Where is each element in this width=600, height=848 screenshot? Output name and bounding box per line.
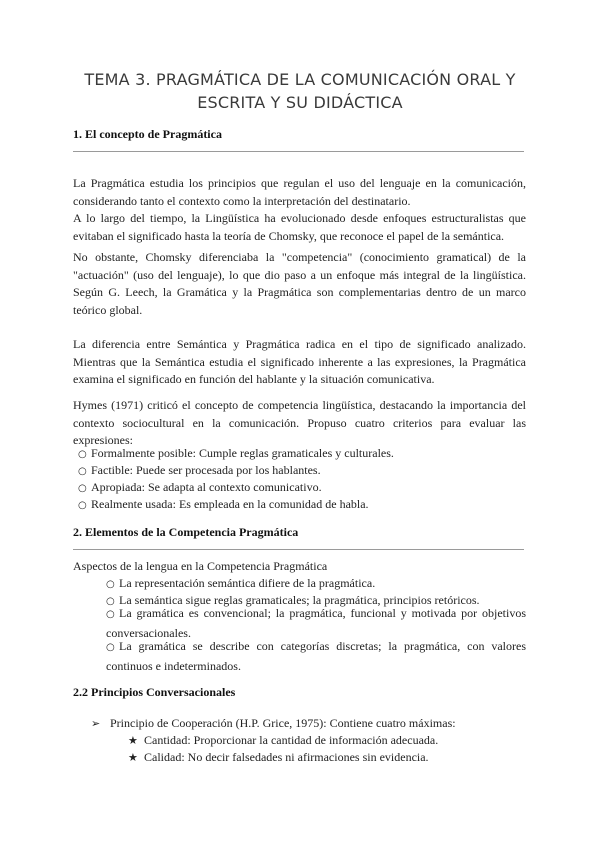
- star-bullet-icon: ★: [128, 751, 138, 764]
- maxim-item: ★ Cantidad: Proporcionar la cantidad de información adecuada.: [128, 732, 528, 750]
- section-2-intro: Aspectos de la lengua en la Competencia Pragmática: [73, 559, 328, 573]
- title-line-1: TEMA 3. PRAGMÁTICA DE LA COMUNICACIÓN ORAL Y: [84, 70, 516, 89]
- criteria-item: ○ Realmente usada: Es empleada en la comunidad de habla.: [78, 496, 518, 515]
- circle-bullet-icon: ○: [78, 466, 87, 477]
- circle-bullet-icon: ○: [78, 483, 87, 494]
- section-2-divider: [73, 549, 524, 550]
- circle-bullet-icon: ○: [106, 596, 115, 607]
- aspect-item: ○ La semántica sigue reglas gramaticales; la pragmática, principios retóricos.: [106, 592, 526, 611]
- principle-item: ➢ Principio de Cooperación (H.P. Grice, 1975): Contiene cuatro máximas:: [91, 715, 531, 733]
- circle-bullet-icon: ○: [106, 579, 115, 590]
- circle-bullet-icon: ○: [78, 449, 87, 460]
- section-1-paragraph-4: La diferencia entre Semántica y Pragmática radica en el tipo de significado analizado. Mientras que la Semántica estudia el significado inherente a las expresiones, la Pragmática examina el significado en función del hablante y la situación comunicativa.: [73, 337, 526, 386]
- criteria-item: ○ Factible: Puede ser procesada por los hablantes.: [78, 462, 518, 481]
- criteria-item: ○ Formalmente posible: Cumple reglas gramaticales y culturales.: [78, 445, 518, 464]
- star-bullet-icon: ★: [128, 734, 138, 747]
- section-1-heading: 1. El concepto de Pragmática: [73, 127, 222, 141]
- section-1-paragraph-1: La Pragmática estudia los principios que regulan el uso del lenguaje en la comunicación, considerando tanto el contexto como la interpretación del destinatario.: [73, 176, 526, 208]
- aspect-item: ○ La gramática se describe con categorías discretas; la pragmática, con valores continuos e indeterminados.: [106, 639, 526, 673]
- aspect-item: ○ La gramática es convencional; la pragmática, funcional y motivada por objetivos conversacionales.: [106, 606, 526, 640]
- circle-bullet-icon: ○: [106, 642, 115, 653]
- criteria-item: ○ Apropiada: Se adapta al contexto comunicativo.: [78, 479, 518, 498]
- section-2-2-heading: 2.2 Principios Conversacionales: [73, 685, 236, 699]
- section-1-paragraph-3: No obstante, Chomsky diferenciaba la "competencia" (conocimiento gramatical) de la "actuación" (uso del lenguaje), lo que dio paso a un enfoque más integral de la lingüística. Según G. Leech, la Gramática y la Pragmática son complementarias dentro de un marco teórico global.: [73, 250, 526, 317]
- aspect-item: ○ La representación semántica difiere de la pragmática.: [106, 575, 526, 594]
- maxim-item: ★ Calidad: No decir falsedades ni afirmaciones sin evidencia.: [128, 749, 528, 767]
- section-1-divider: [73, 151, 524, 152]
- page-title: [60, 68, 540, 114]
- arrow-bullet-icon: ➢: [91, 717, 101, 730]
- circle-bullet-icon: ○: [106, 609, 115, 620]
- title-line-2: ESCRITA Y SU DIDÁCTICA: [197, 93, 403, 112]
- section-1-paragraph-5: Hymes (1971) criticó el concepto de competencia lingüística, destacando la importancia del contexto sociocultural en la comunicación. Propuso cuatro criterios para evaluar las expresiones:: [73, 398, 526, 447]
- circle-bullet-icon: ○: [78, 500, 87, 511]
- section-1-paragraph-2: A lo largo del tiempo, la Lingüística ha evolucionado desde enfoques estructuralistas que evitaban el significado hasta la teoría de Chomsky, que reconoce el papel de la semántica.: [73, 211, 526, 243]
- section-2-heading: 2. Elementos de la Competencia Pragmática: [73, 525, 299, 539]
